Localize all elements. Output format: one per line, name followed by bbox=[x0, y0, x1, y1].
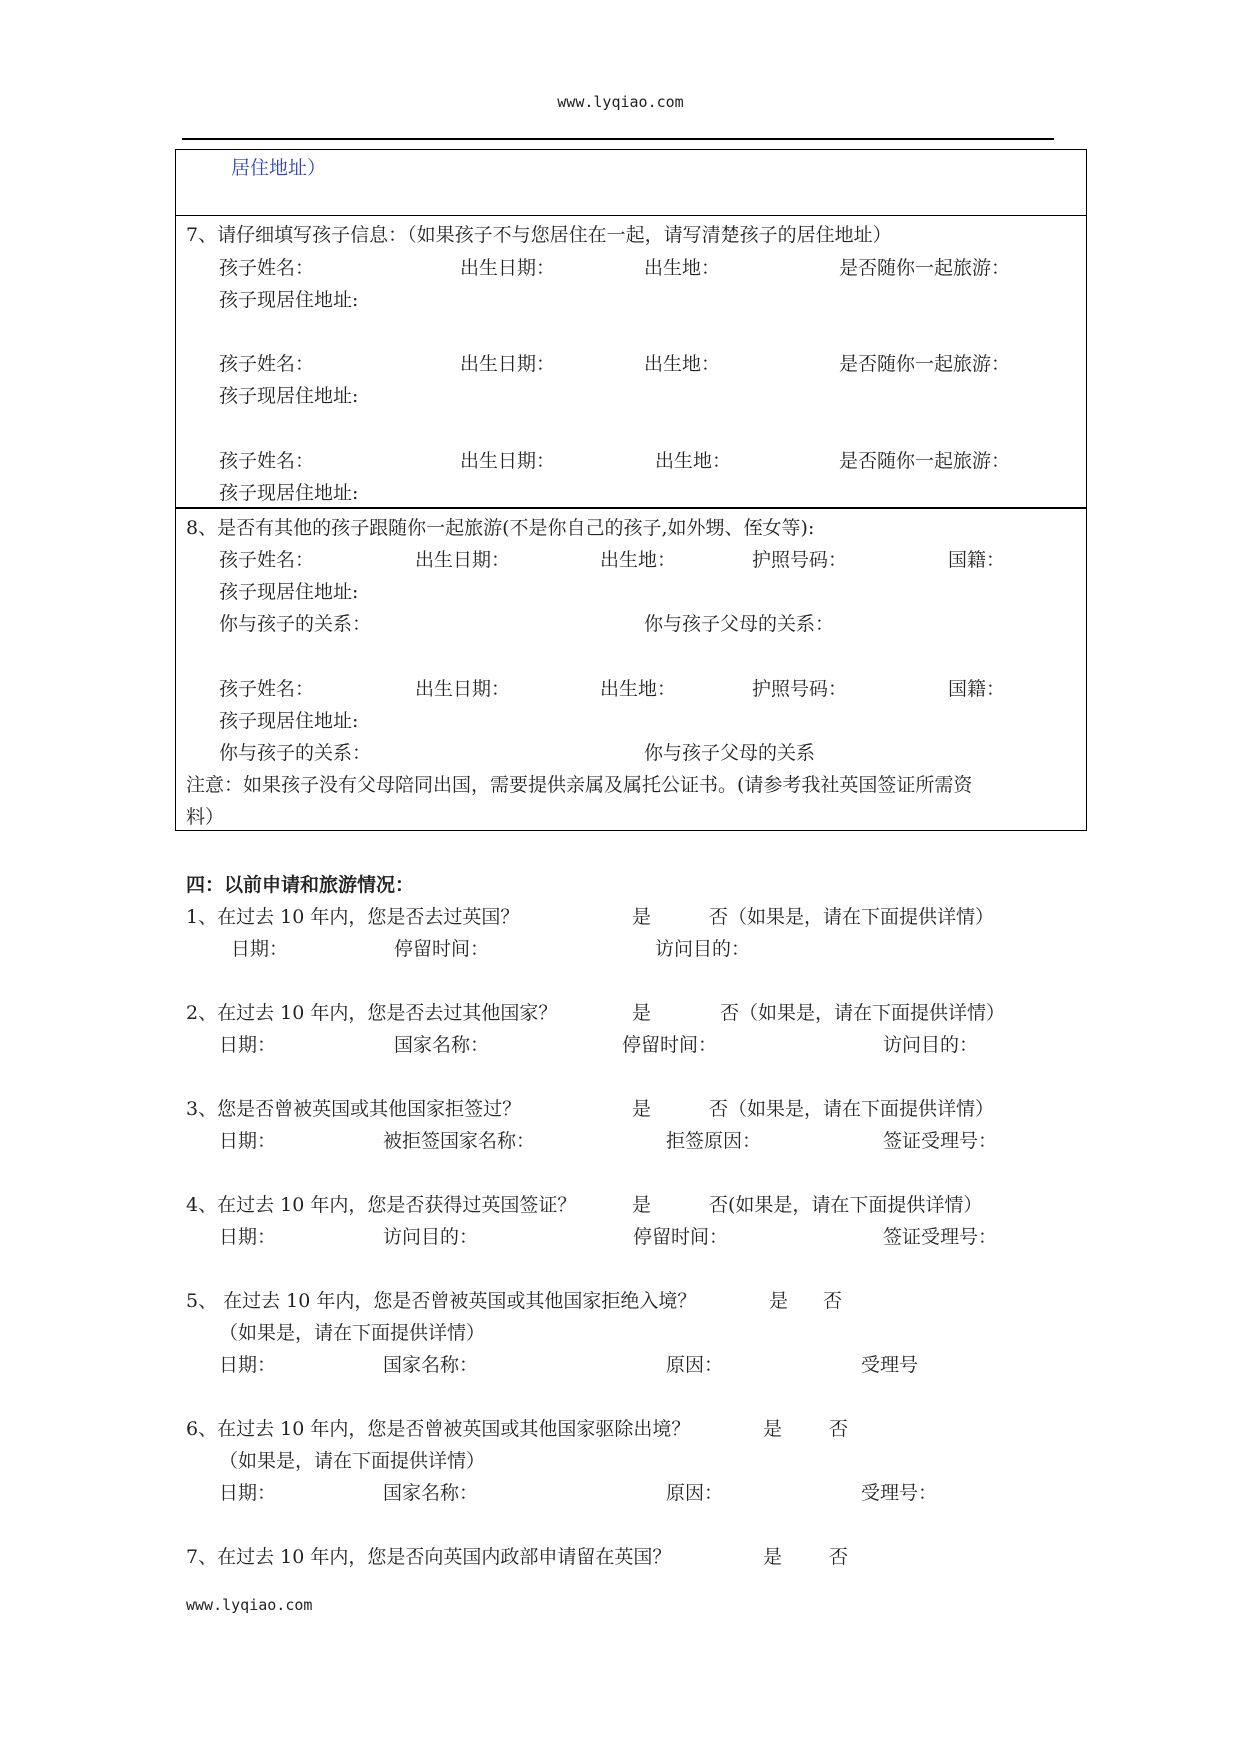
other2-name-label: 孩子姓名： bbox=[219, 678, 315, 700]
q5-date-label: 日期： bbox=[219, 1354, 277, 1376]
child2-name-label: 孩子姓名： bbox=[219, 353, 315, 375]
children-title: 7、请仔细填写孩子信息：（如果孩子不与您居住在一起，请写清楚孩子的居住地址） bbox=[186, 224, 892, 246]
q4-date-label: 日期： bbox=[219, 1226, 277, 1248]
child1-dob-label: 出生日期： bbox=[460, 257, 556, 279]
q2-date-label: 日期： bbox=[219, 1034, 277, 1056]
section4-heading: 四：以前申请和旅游情况： bbox=[186, 874, 415, 896]
q3-no-option[interactable]: 否（如果是，请在下面提供详情） bbox=[709, 1098, 995, 1120]
q5-detail-note: （如果是，请在下面提供详情） bbox=[219, 1322, 486, 1344]
other2-rel-child-label: 你与孩子的关系： bbox=[219, 742, 372, 764]
other1-rel-parent-label: 你与孩子父母的关系： bbox=[644, 613, 835, 635]
q4-ref-label: 签证受理号： bbox=[883, 1226, 998, 1248]
child1-address-label: 孩子现居住地址: bbox=[219, 289, 359, 311]
other2-address-label: 孩子现居住地址: bbox=[219, 710, 359, 732]
q6-ref-label: 受理号： bbox=[861, 1482, 938, 1504]
q1-date-label: 日期： bbox=[231, 938, 289, 960]
q3-country-label: 被拒签国家名称： bbox=[383, 1130, 536, 1152]
q6-text: 6、在过去 10 年内，您是否曾被英国或其他国家驱除出境？ bbox=[186, 1418, 691, 1440]
q5-ref-label: 受理号 bbox=[861, 1354, 919, 1376]
q5-yes-option[interactable]: 是 bbox=[769, 1290, 789, 1312]
q1-yes-option[interactable]: 是 bbox=[632, 906, 652, 928]
q5-text: 5、 在过去 10 年内，您是否曾被英国或其他国家拒绝入境？ bbox=[186, 1290, 697, 1312]
child2-travel-label: 是否随你一起旅游： bbox=[839, 353, 1011, 375]
q6-country-label: 国家名称： bbox=[383, 1482, 479, 1504]
q4-purpose-label: 访问目的： bbox=[383, 1226, 479, 1248]
child1-pob-label: 出生地： bbox=[644, 257, 721, 279]
q7-text: 7、在过去 10 年内，您是否向英国内政部申请留在英国？ bbox=[186, 1546, 672, 1568]
other-children-title: 8、是否有其他的孩子跟随你一起旅游(不是你自己的孩子,如外甥、侄女等): bbox=[186, 517, 815, 539]
q6-date-label: 日期： bbox=[219, 1482, 277, 1504]
q6-yes-option[interactable]: 是 bbox=[763, 1418, 783, 1440]
child3-pob-label: 出生地： bbox=[655, 450, 732, 472]
q3-date-label: 日期： bbox=[219, 1130, 277, 1152]
header-rule bbox=[182, 138, 1054, 140]
other2-dob-label: 出生日期： bbox=[415, 678, 511, 700]
q4-no-option[interactable]: 否(如果是，请在下面提供详情） bbox=[709, 1194, 983, 1216]
q3-ref-label: 签证受理号： bbox=[883, 1130, 998, 1152]
other2-nationality-label: 国籍： bbox=[948, 678, 1006, 700]
q6-reason-label: 原因： bbox=[666, 1482, 724, 1504]
other2-pob-label: 出生地： bbox=[600, 678, 677, 700]
q5-country-label: 国家名称： bbox=[383, 1354, 479, 1376]
child2-address-label: 孩子现居住地址: bbox=[219, 385, 359, 407]
child3-travel-label: 是否随你一起旅游： bbox=[839, 450, 1011, 472]
other1-dob-label: 出生日期： bbox=[415, 549, 511, 571]
child3-dob-label: 出生日期： bbox=[460, 450, 556, 472]
q7-yes-option[interactable]: 是 bbox=[763, 1546, 783, 1568]
child1-name-label: 孩子姓名： bbox=[219, 257, 315, 279]
other-note-line2: 料） bbox=[186, 806, 225, 828]
q4-stay-label: 停留时间： bbox=[633, 1226, 729, 1248]
other1-pob-label: 出生地： bbox=[600, 549, 677, 571]
child3-name-label: 孩子姓名： bbox=[219, 450, 315, 472]
footer-url: www.lyqiao.com bbox=[186, 1596, 313, 1614]
other2-rel-parent-label: 你与孩子父母的关系 bbox=[644, 742, 816, 764]
q2-no-option[interactable]: 否（如果是，请在下面提供详情） bbox=[720, 1002, 1006, 1024]
child2-pob-label: 出生地： bbox=[644, 353, 721, 375]
q2-purpose-label: 访问目的： bbox=[883, 1034, 979, 1056]
child3-address-label: 孩子现居住地址: bbox=[219, 482, 359, 504]
q3-reason-label: 拒签原因： bbox=[666, 1130, 762, 1152]
other1-rel-child-label: 你与孩子的关系： bbox=[219, 613, 372, 635]
q5-reason-label: 原因： bbox=[666, 1354, 724, 1376]
q3-yes-option[interactable]: 是 bbox=[632, 1098, 652, 1120]
q6-no-option[interactable]: 否 bbox=[829, 1418, 849, 1440]
q2-country-label: 国家名称： bbox=[394, 1034, 490, 1056]
q1-stay-label: 停留时间： bbox=[394, 938, 490, 960]
other1-nationality-label: 国籍： bbox=[948, 549, 1006, 571]
q4-text: 4、在过去 10 年内，您是否获得过英国签证？ bbox=[186, 1194, 577, 1216]
other1-name-label: 孩子姓名： bbox=[219, 549, 315, 571]
q5-no-option[interactable]: 否 bbox=[823, 1290, 843, 1312]
q1-text: 1、在过去 10 年内，您是否去过英国？ bbox=[186, 906, 520, 928]
q1-no-option[interactable]: 否（如果是，请在下面提供详情） bbox=[709, 906, 995, 928]
other-note-line1: 注意：如果孩子没有父母陪同出国，需要提供亲属及属托公证书。(请参考我社英国签证所需资 bbox=[186, 774, 973, 796]
q7-no-option[interactable]: 否 bbox=[829, 1546, 849, 1568]
q2-yes-option[interactable]: 是 bbox=[632, 1002, 652, 1024]
other1-passport-label: 护照号码： bbox=[752, 549, 848, 571]
other1-address-label: 孩子现居住地址: bbox=[219, 581, 359, 603]
child1-travel-label: 是否随你一起旅游： bbox=[839, 257, 1011, 279]
header-url: www.lyqiao.com bbox=[557, 93, 684, 111]
other2-passport-label: 护照号码： bbox=[752, 678, 848, 700]
child2-dob-label: 出生日期： bbox=[460, 353, 556, 375]
q3-text: 3、您是否曾被英国或其他国家拒签过？ bbox=[186, 1098, 522, 1120]
q1-purpose-label: 访问目的： bbox=[655, 938, 751, 960]
q4-yes-option[interactable]: 是 bbox=[632, 1194, 652, 1216]
continuation-text: 居住地址） bbox=[231, 157, 327, 179]
q2-stay-label: 停留时间： bbox=[622, 1034, 718, 1056]
q6-detail-note: （如果是，请在下面提供详情） bbox=[219, 1450, 486, 1472]
q2-text: 2、在过去 10 年内，您是否去过其他国家？ bbox=[186, 1002, 558, 1024]
